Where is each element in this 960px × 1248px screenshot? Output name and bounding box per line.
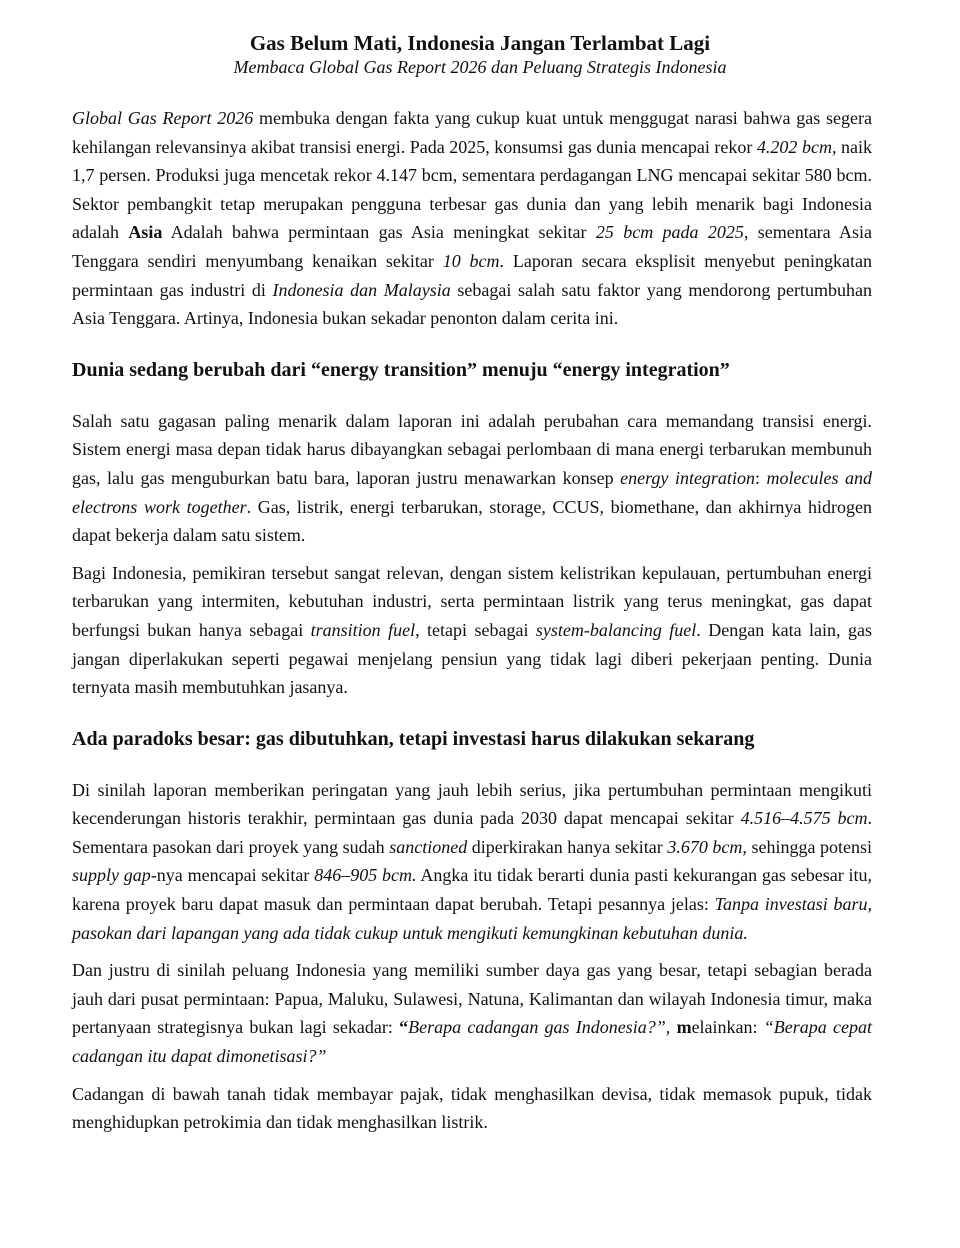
- text-span: 25 bcm pada 2025: [595, 222, 744, 243]
- text-span: , tetapi sebagai: [415, 619, 536, 640]
- document-title: Gas Belum Mati, Indonesia Jangan Terlambat Lagi: [249, 31, 711, 55]
- text-span: , sehingga potensi: [742, 836, 872, 857]
- text-span: elainkan:: [691, 1017, 764, 1038]
- text-span: Salah satu gagasan paling menarik dalam laporan ini adalah perubahan cara memandang transisi energi. Sistem energi masa depan tidak harus dibayangkan sebagai perlombaan di mana energi terbarukan membunuh gas, lalu gas menguburkan batu bara, laporan justru menawarkan konsep: [72, 410, 872, 488]
- text-span: 3.670 bcm: [667, 836, 743, 857]
- text-span: 846–905 bcm.: [314, 865, 417, 886]
- text-span: Adalah bahwa permintaan gas Asia meningkat sekitar: [162, 222, 596, 243]
- paragraph-closing: Cadangan di bawah tanah tidak membayar pajak, tidak menghasilkan devisa, tidak memasok pupuk, tidak menghidupkan petrokimia dan tidak menghasilkan listrik.: [72, 1083, 872, 1133]
- text-span: sebagai salah satu faktor yang mendorong pertumbuhan Asia Tenggara. Artinya, Indonesia bukan sekadar penonton dalam cerita ini.: [72, 279, 872, 329]
- text-span: 10 bcm: [442, 250, 500, 271]
- text-span: , naik 1,7 persen. Produksi juga mencetak rekor 4.147 bcm, sementara perdagangan LNG mencapai sekitar 580 bcm. Sektor pembangkit tetap merupakan pengguna terbesar gas dunia dan yang lebih menarik bagi Indonesia adalah: [72, 136, 872, 243]
- text-span: transition fuel: [310, 619, 416, 640]
- text-span: . Gas, listrik, energi terbarukan, storage, CCUS, biomethane, dan akhirnya hidrogen dapat bekerja dalam satu sistem.: [72, 496, 872, 546]
- text-span: . Dengan kata lain, gas jangan diperlakukan seperti pegawai menjelang pensiun yang tidak lagi diberi pekerjaan penting. Dunia ternyata masih membutuhkan jasanya.: [72, 619, 872, 698]
- text-span: 4.202 bcm: [756, 136, 832, 157]
- text-span: “Berapa cepat cadangan itu dapat dimonetisasi?”: [72, 1017, 873, 1067]
- text-span: “: [399, 1017, 409, 1038]
- text-span: supply gap: [72, 865, 151, 886]
- text-span: Angka itu tidak berarti dunia pasti kekurangan gas sebesar itu, karena proyek baru dapat masuk dan permintaan dapat berubah. Tetapi pesannya jelas:: [72, 865, 873, 915]
- text-span: Dan justru di sinilah peluang Indonesia yang memiliki sumber daya gas yang besar, tetapi sebagian berada jauh dari pusat permintaan: Papua, Maluku, Sulawesi, Natuna, Kalimantan dan wilayah Indonesia timur, maka pertanyaan strategisnya bukan lagi sekadar:: [72, 960, 872, 1038]
- text-span: , sementara Asia Tenggara sendiri menyumbang kenaikan sekitar: [72, 222, 872, 271]
- paragraph-indonesia-relevance: [72, 559, 872, 702]
- paragraph-intro: [72, 104, 872, 333]
- text-span: molecules and electrons work together: [72, 467, 872, 517]
- text-span: energy integration: [620, 467, 755, 488]
- text-span: sanctioned: [389, 836, 468, 857]
- text-span: m: [676, 1017, 692, 1038]
- section-heading-energy-integration: Dunia sedang berubah dari “energy transition” menuju “energy integration”: [72, 358, 730, 381]
- text-span: diperkirakan hanya sekitar: [467, 836, 668, 857]
- text-span: Indonesia dan Malaysia: [272, 279, 451, 300]
- text-span: Asia: [128, 222, 163, 243]
- text-span: -nya mencapai sekitar: [150, 865, 315, 886]
- text-span: membuka dengan fakta yang cukup kuat untuk menggugat narasi bahwa gas segera kehilangan relevansinya akibat transisi energi. Pada 2025, konsumsi gas dunia mencapai rekor: [72, 108, 872, 157]
- document-subtitle: Membaca Global Gas Report 2026 dan Peluang Strategis Indonesia: [233, 57, 727, 77]
- paragraph-indonesia-opportunity: [72, 956, 872, 1070]
- text-span: Global Gas Report 2026: [72, 108, 254, 128]
- paragraph-supply-gap: [72, 776, 872, 948]
- text-span: system-balancing fuel: [535, 619, 697, 640]
- text-span: Bagi Indonesia, pemikiran tersebut sangat relevan, dengan sistem kelistrikan kepulauan, pertumbuhan energi terbarukan yang intermiten, kebutuhan industri, serta permintaan listrik yang terus meningkat, gas dapat berfungsi bukan hanya sebagai: [72, 562, 872, 640]
- section-heading-paradox: Ada paradoks besar: gas dibutuhkan, tetapi investasi harus dilakukan sekarang: [72, 727, 755, 750]
- paragraph-energy-integration: [72, 407, 872, 550]
- text-span: . Sementara pasokan dari proyek yang sudah: [72, 808, 872, 857]
- text-span: :: [754, 467, 767, 488]
- text-span: . Laporan secara eksplisit menyebut peningkatan permintaan gas industri di: [72, 250, 872, 300]
- text-span: Tanpa investasi baru, pasokan dari lapangan yang ada tidak cukup untuk mengikuti kemungkinan kebutuhan dunia.: [72, 894, 872, 943]
- text-span: 4.516–4.575 bcm: [740, 808, 868, 829]
- text-span: Di sinilah laporan memberikan peringatan yang jauh lebih serius, jika pertumbuhan permintaan mengikuti kecenderungan historis terakhir, permintaan gas dunia pada 2030 dapat mencapai sekitar: [72, 779, 872, 829]
- text-span: Berapa cadangan gas Indonesia?”,: [408, 1017, 671, 1038]
